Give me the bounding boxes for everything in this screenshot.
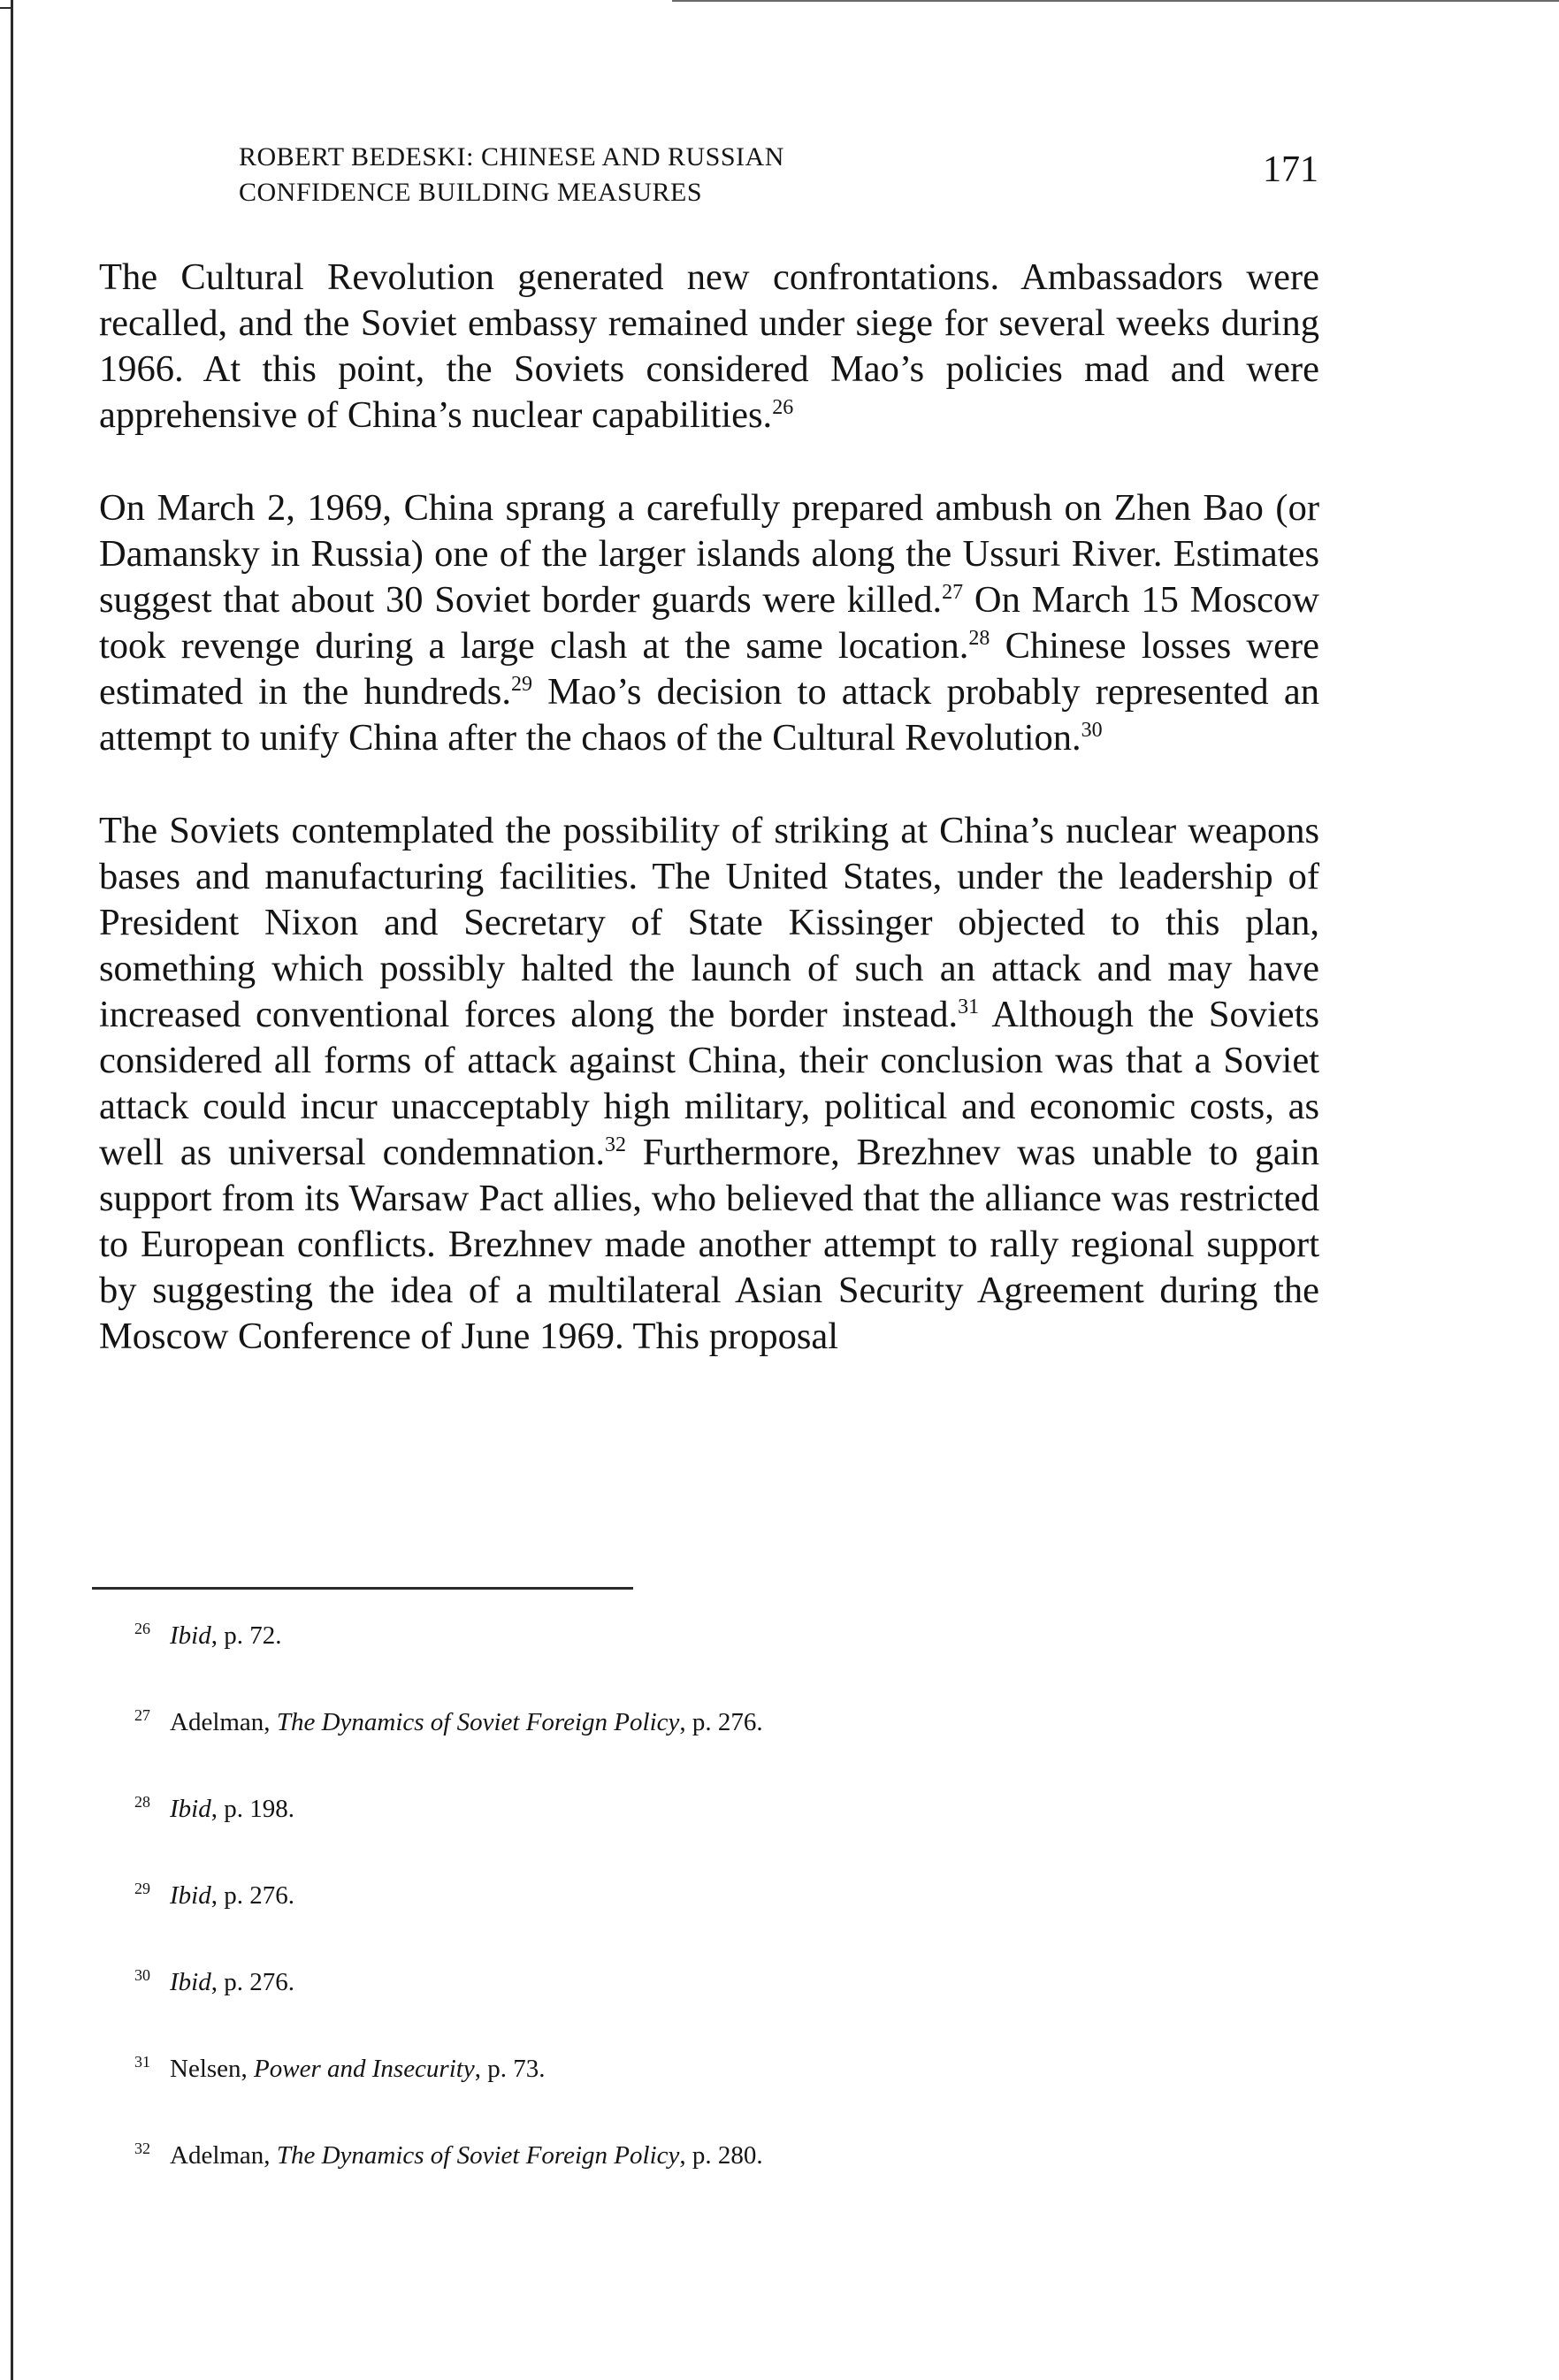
footnote-author: Adelman, — [170, 2141, 277, 2170]
paragraph — [99, 808, 1319, 1360]
footnote-page: , p. 276. — [210, 1881, 294, 1910]
footnote-marker: 27 — [942, 580, 964, 604]
footnote-title: The Dynamics of Soviet Foreign Policy — [276, 2141, 680, 2170]
footnote-marker: 29 — [510, 672, 532, 696]
footnote-marker: 26 — [772, 395, 794, 419]
paragraph-text: Furthermore, Brezhnev was unable to gain support from its Warsaw Pact allies, who believed that the alliance was restricted to European conflicts. Brezhnev made another attempt to rally regional support by suggesting the idea of a multilateral Asian Security Agreement during the Moscow Conference of June 1969. This proposal — [99, 1132, 1320, 1357]
footnote: 32 Adelman, The Dynamics of Soviet Foreign Policy, p. 280. — [134, 2140, 763, 2170]
paragraph-text: Chinese losses were estimated in the hundreds. — [99, 625, 1319, 713]
running-head-line-2: CONFIDENCE BUILDING MEASURES — [239, 178, 703, 207]
footnote: 28 Ibid, p. 198. — [134, 1793, 294, 1823]
paragraph-text: On March 15 Moscow took revenge during a large clash at the same location. — [99, 579, 1319, 667]
footnote: 29 Ibid, p. 276. — [134, 1880, 294, 1910]
footnote-marker: 28 — [968, 626, 990, 650]
footnote-page: , p. 280. — [679, 2141, 763, 2170]
footnote-page: , p. 198. — [210, 1795, 294, 1823]
scan-border-top — [672, 0, 1559, 2]
footnote-marker: 30 — [1081, 718, 1103, 742]
footnote: 31 Nelsen, Power and Insecurity, p. 73. — [134, 2053, 546, 2083]
footnote-title: The Dynamics of Soviet Foreign Policy — [276, 1708, 680, 1736]
footnote-marker: 32 — [605, 1133, 626, 1156]
paragraph-text: Although the Soviets considered all forms of attack against China, their conclusion was that a Soviet attack could incur unacceptably high military, political and economic costs, as well as universal condemnation. — [99, 994, 1319, 1173]
footnote-title: Ibid — [170, 1881, 211, 1910]
footnote-title: Ibid — [170, 1621, 211, 1650]
page-number: 171 — [1263, 149, 1318, 190]
footnote-author: Adelman, — [170, 1708, 277, 1736]
footnote-title: Power and Insecurity — [254, 2055, 475, 2083]
footnote-page: , p. 73. — [474, 2055, 546, 2083]
paragraph — [99, 255, 1319, 439]
footnote: 30 Ibid, p. 276. — [134, 1966, 294, 1996]
footnote-page: , p. 276. — [679, 1708, 763, 1736]
footnote-author: Nelsen, — [170, 2055, 255, 2083]
body-text — [99, 255, 1319, 1360]
paragraph-text: The Cultural Revolution generated new confrontations. Ambassadors were recalled, and the Soviet embassy remained under siege for several weeks during 1966. At this point, the Soviets considered Mao’s policies mad and were apprehensive of China’s nuclear capabilities. — [99, 256, 1319, 436]
footnote-marker: 31 — [958, 995, 980, 1018]
footnote: 26 Ibid, p. 72. — [134, 1620, 282, 1650]
footnote-page: , p. 276. — [210, 1968, 294, 1996]
footnote-title: Ibid — [170, 1968, 211, 1996]
footnote-title: Ibid — [170, 1795, 211, 1823]
footnote-page: , p. 72. — [210, 1621, 282, 1650]
running-head-line-1: ROBERT BEDESKI: CHINESE AND RUSSIAN — [239, 142, 784, 172]
footnote-rule — [92, 1587, 633, 1590]
running-head — [239, 140, 946, 210]
footnotes — [134, 1618, 1196, 2224]
paragraph-text: On March 2, 1969, China sprang a carefully prepared ambush on Zhen Bao (or Damansky in Russia) one of the larger islands along the Ussuri River. Estimates suggest that about 30 Soviet border guards were killed. — [99, 487, 1319, 621]
scan-border-left — [11, 0, 13, 2380]
footnote: 27 Adelman, The Dynamics of Soviet Foreign Policy, p. 276. — [134, 1706, 763, 1736]
scan-border-tick — [0, 7, 11, 9]
paragraph-text: The Soviets contemplated the possibility of striking at China’s nuclear weapons bases and manufacturing facilities. The United States, under the leadership of President Nixon and Secretary of State Kissinger objected to this plan, something which possibly halted the launch of such an attack and may have increased conventional forces along the border instead. — [99, 810, 1319, 1035]
paragraph — [99, 485, 1319, 761]
paragraph-text: Mao’s decision to attack probably represented an attempt to unify China after the chaos of the Cultural Revolution. — [99, 671, 1319, 759]
